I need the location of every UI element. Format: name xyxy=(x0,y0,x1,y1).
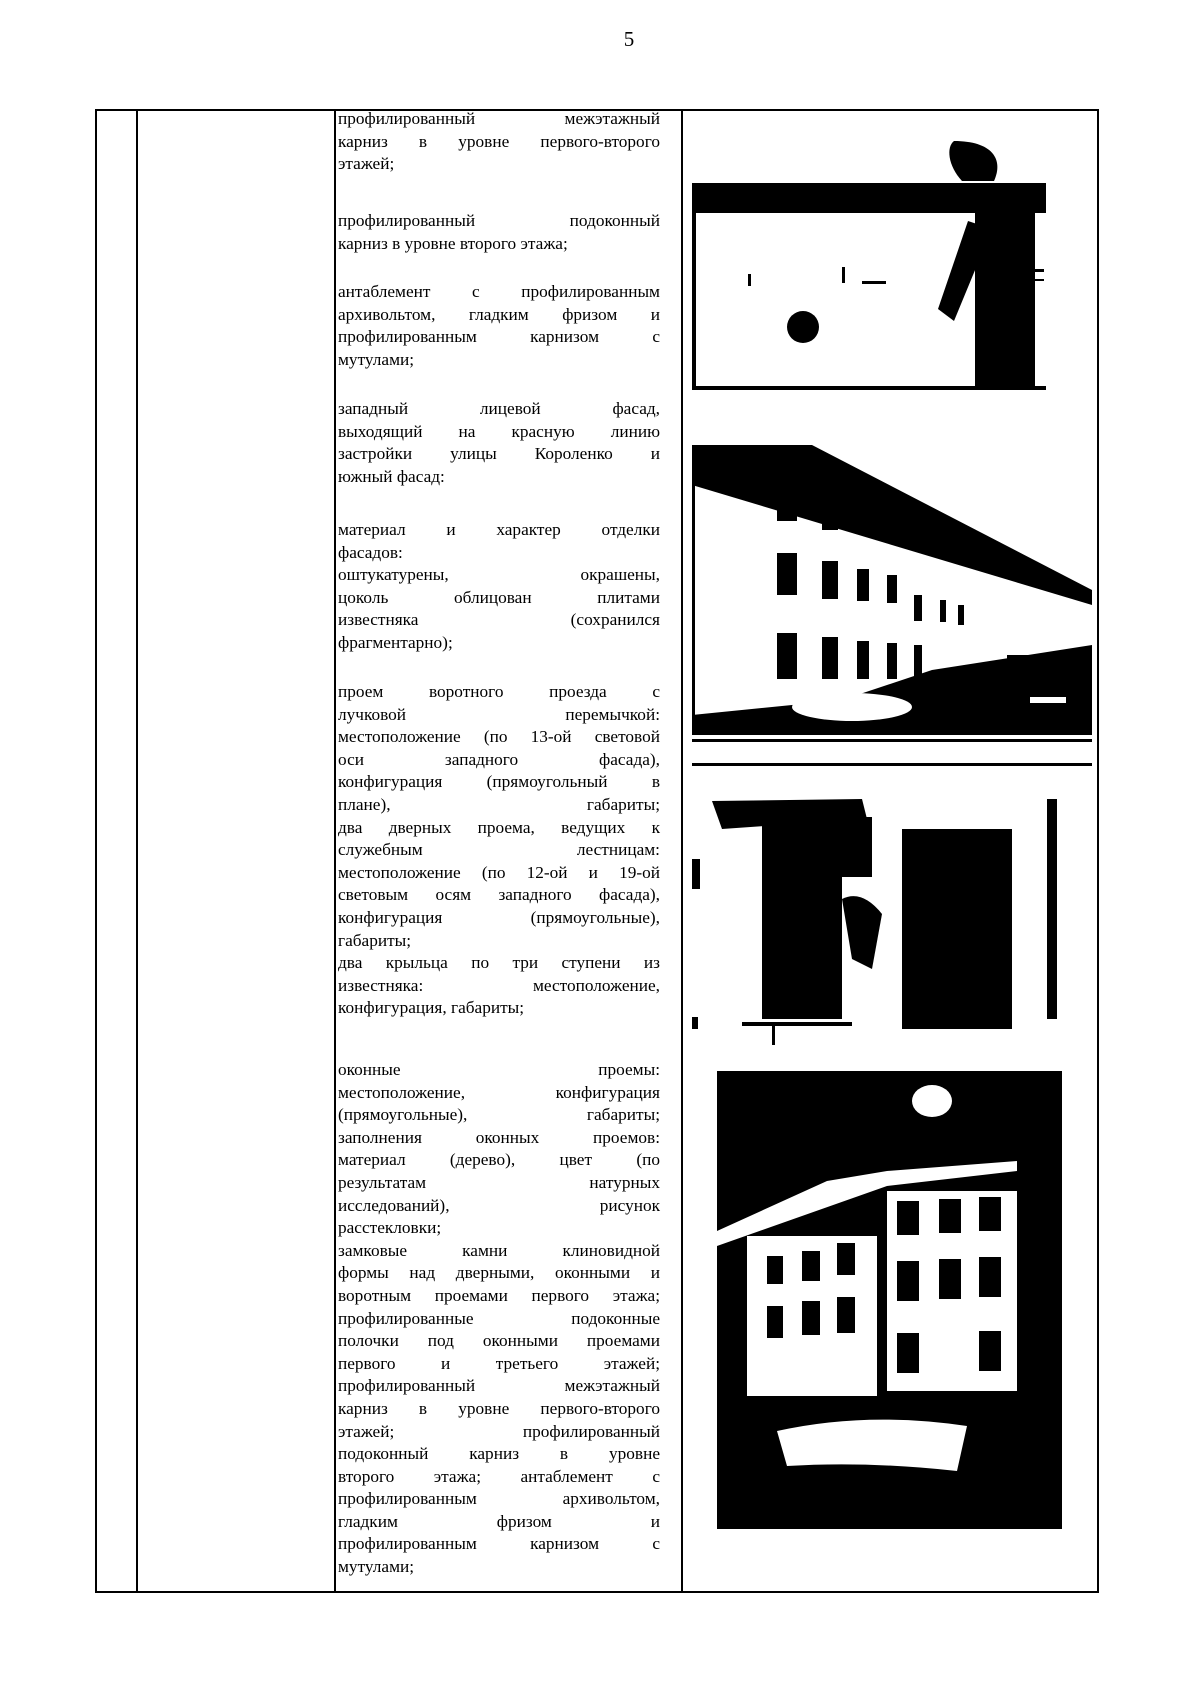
text-line: расстекловки; xyxy=(338,1218,442,1238)
text-line: профилированным архивольтом, xyxy=(338,1489,660,1509)
text-line: замковые камни клиновидной xyxy=(338,1240,660,1260)
text-line: полочки под оконными проемами xyxy=(338,1331,660,1351)
text-line: материал (дерево), цвет (по xyxy=(338,1150,660,1170)
text-line: местоположение, конфигурация xyxy=(338,1082,660,1102)
text-line: архивольтом, гладким фризом и xyxy=(338,304,660,324)
photo-corner-building xyxy=(717,1071,1062,1529)
text-line: застройки улицы Короленко и xyxy=(338,444,660,464)
text-block xyxy=(338,1059,660,1579)
text-line: конфигурация (прямоугольный в xyxy=(338,772,660,792)
text-line: два крыльца по три ступени из xyxy=(338,953,660,973)
text-line: мутулами; xyxy=(338,349,415,369)
text-line: карниз в уровне первого-второго xyxy=(338,131,660,151)
column-divider-1 xyxy=(136,111,138,1591)
text-line: конфигурация (прямоугольные), xyxy=(338,907,660,927)
text-line: профилированным карнизом с xyxy=(338,327,660,347)
text-line: второго этажа; антаблемент с xyxy=(338,1466,660,1486)
text-line: известняка: местоположение, xyxy=(338,975,660,995)
text-line: западный лицевой фасад, xyxy=(338,399,660,418)
photo-street-facade xyxy=(692,445,1092,735)
text-line: заполнения оконных проемов: xyxy=(338,1127,660,1147)
text-block xyxy=(338,398,660,488)
photo-entrances xyxy=(692,739,1092,1069)
text-block xyxy=(338,681,660,1020)
text-line: местоположение (по 13-ой световой xyxy=(338,727,660,747)
text-block xyxy=(338,281,660,371)
text-line: оштукатурены, окрашены, xyxy=(338,565,660,585)
text-line: плане), габариты; xyxy=(338,794,660,814)
text-line: воротным проемами первого этажа; xyxy=(338,1285,660,1305)
text-line: первого и третьего этажей; xyxy=(338,1353,660,1373)
text-line: гладким фризом и xyxy=(338,1511,660,1531)
text-line: световым осям западного фасада), xyxy=(338,885,660,905)
text-line: (прямоугольные), габариты; xyxy=(338,1105,660,1125)
page-number: 5 xyxy=(623,27,635,51)
text-line: профилированным карнизом с xyxy=(338,1534,660,1554)
text-line: оконные проемы: xyxy=(338,1060,660,1079)
text-block xyxy=(338,108,660,176)
text-line: известняка (сохранился xyxy=(338,610,660,630)
text-line: профилированный подоконный xyxy=(338,211,660,230)
text-line: выходящий на красную линию xyxy=(338,421,660,441)
text-line: материал и характер отделки xyxy=(338,520,660,539)
text-line: исследований), рисунок xyxy=(338,1195,660,1215)
text-line: оси западного фасада), xyxy=(338,749,660,769)
text-line: профилированный межэтажный xyxy=(338,1376,660,1396)
text-line: местоположение (по 12-ой и 19-ой xyxy=(338,862,660,882)
text-line: фасадов: xyxy=(338,542,403,562)
text-line: этажей; профилированный xyxy=(338,1421,660,1441)
text-line: подоконный карниз в уровне xyxy=(338,1444,660,1464)
text-block xyxy=(338,210,660,255)
text-line: карниз в уровне второго этажа; xyxy=(338,233,568,253)
text-line: карниз в уровне первого-второго xyxy=(338,1398,660,1418)
text-line: конфигурация, габариты; xyxy=(338,998,525,1018)
column-divider-3 xyxy=(681,111,683,1591)
photo-cornice-detail xyxy=(692,141,1046,390)
text-line: мутулами; xyxy=(338,1557,415,1577)
text-line: профилированный межэтажный xyxy=(338,109,660,128)
text-line: габариты; xyxy=(338,930,412,950)
text-line: южный фасад: xyxy=(338,466,445,486)
text-line: формы над дверными, оконными и xyxy=(338,1263,660,1283)
street-facade-image xyxy=(692,445,1092,735)
text-line: результатам натурных xyxy=(338,1172,660,1192)
text-line: лучковой перемычкой: xyxy=(338,704,660,724)
text-line: фрагментарно); xyxy=(338,632,453,652)
text-line: цоколь облицован плитами xyxy=(338,587,660,607)
text-line: этажей; xyxy=(338,154,395,174)
text-line: два дверных проема, ведущих к xyxy=(338,817,660,837)
text-line: профилированные подоконные xyxy=(338,1308,660,1328)
document-table xyxy=(95,109,1099,1593)
text-block xyxy=(338,519,660,655)
column-divider-2 xyxy=(334,111,336,1591)
corner-building-image xyxy=(717,1071,1062,1529)
text-line: проем воротного проезда с xyxy=(338,682,660,701)
cornice-detail-image xyxy=(692,141,1046,390)
text-line: служебным лестницам: xyxy=(338,840,660,860)
entrances-image xyxy=(692,739,1092,1069)
text-line: антаблемент с профилированным xyxy=(338,282,660,301)
